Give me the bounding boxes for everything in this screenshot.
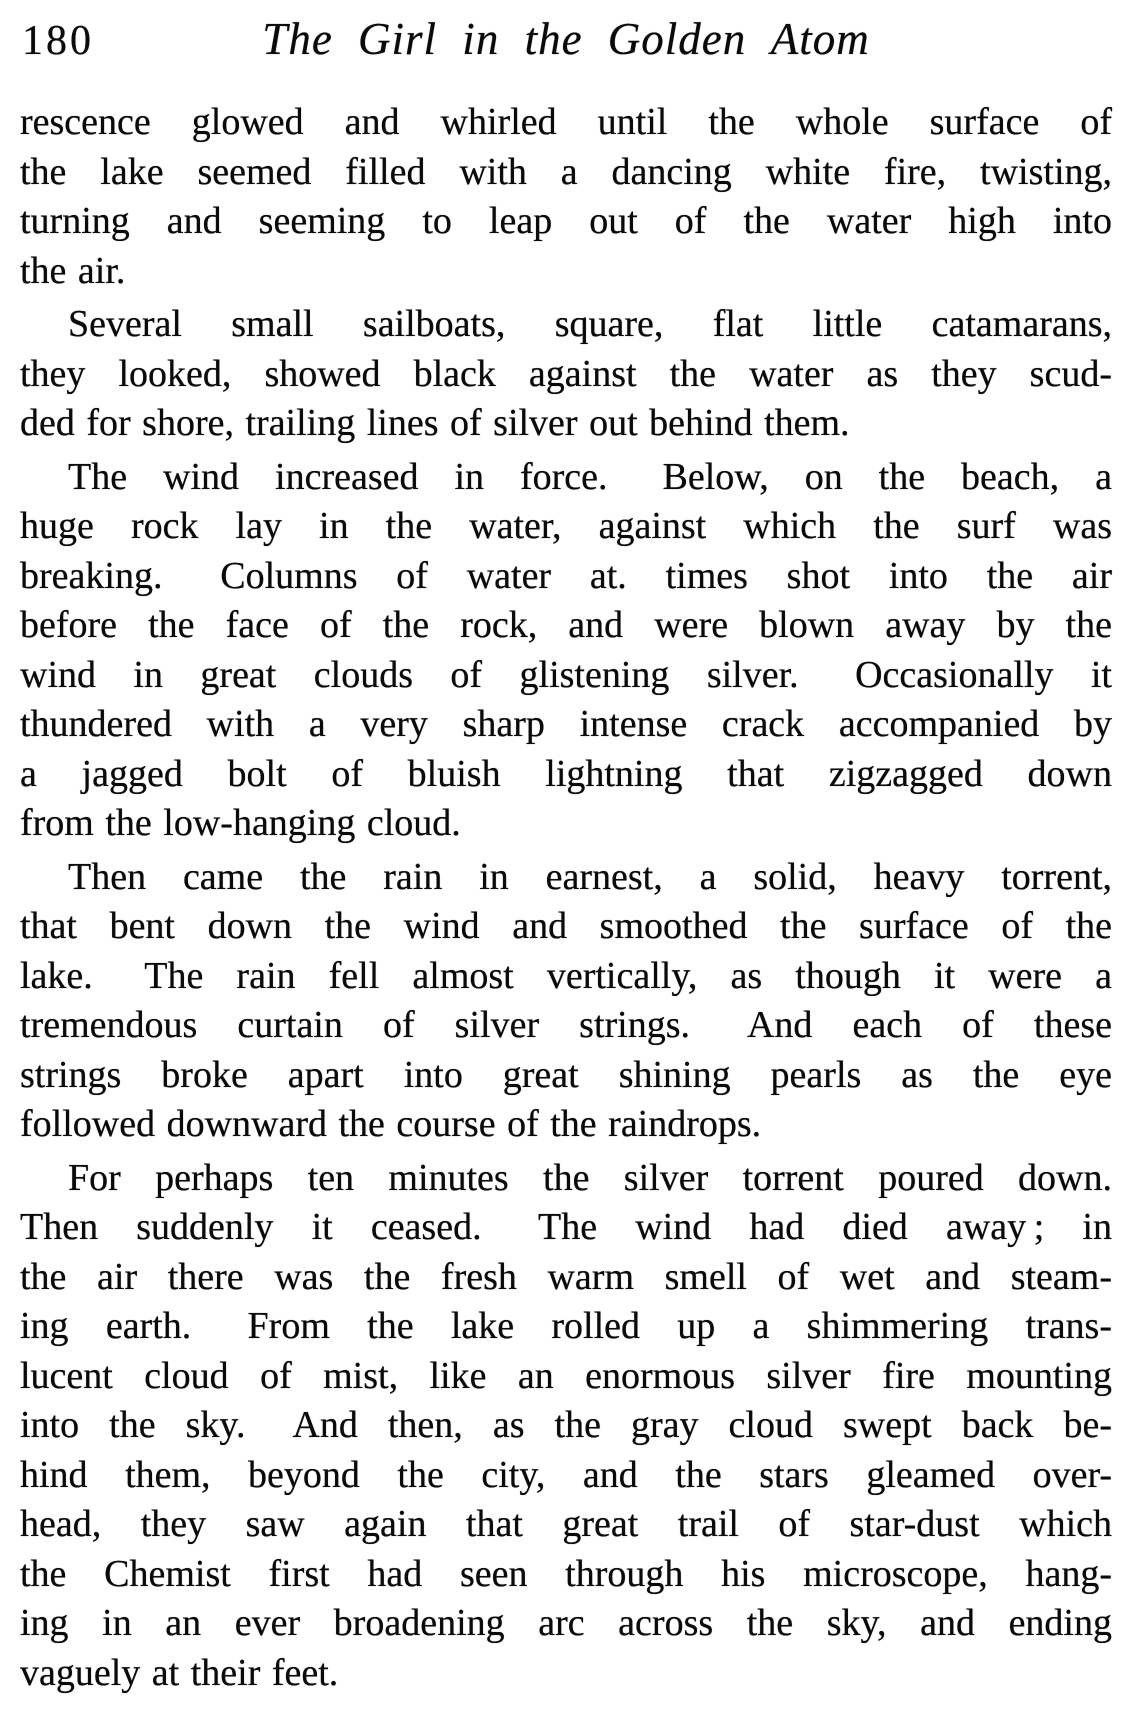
text-line: that bent down the wind and smoothed the surface of the [20,905,1112,947]
text-line: they looked, showed black against the water as they scud- [20,352,1112,395]
text-line: into the sky. And then, as the gray cloud swept back be- [20,1404,1112,1446]
text-line: vaguely at their feet. [20,1651,339,1694]
text-line: the air. [20,249,126,292]
text-line: lake. The rain fell almost vertically, as though it were a [20,954,1112,997]
text-line: a jagged bolt of bluish lightning that zigzagged down [20,752,1112,795]
text-line: from the low-hanging cloud. [20,802,461,844]
running-title: The Girl in the Golden Atom [262,14,870,64]
text-line: hind them, beyond the city, and the stars gleamed over- [20,1453,1112,1496]
text-line: Then came the rain in earnest, a solid, heavy torrent, [68,855,1112,898]
text-line: lucent cloud of mist, like an enormous silver fire mounting [20,1354,1112,1397]
paragraph [20,1154,1112,1699]
text-line: head, they saw again that great trail of star-dust which [20,1503,1112,1545]
paragraph [20,300,1112,449]
text-line: wind in great clouds of glistening silver. Occasionally it [20,653,1112,696]
page-number: 180 [22,18,94,64]
text-line: For perhaps ten minutes the silver torrent poured down. [68,1156,1112,1199]
page-header [20,12,1112,66]
text-line: Several small sailboats, square, flat little catamarans, [68,303,1112,345]
text-line: the air there was the fresh warm smell of wet and steam- [20,1255,1112,1298]
paragraph [20,453,1112,849]
paragraph [20,98,1112,296]
text-line: tremendous curtain of silver strings. And each of these [20,1004,1112,1046]
text-line: before the face of the rock, and were blown away by the [20,604,1112,646]
text-line: huge rock lay in the water, against which the surf was [20,505,1112,547]
text-line: the lake seemed filled with a dancing white fire, twisting, [20,150,1112,193]
text-line: thundered with a very sharp intense crack accompanied by [20,703,1112,745]
text-line: turning and seeming to leap out of the water high into [20,200,1112,242]
text-line: ing in an ever broadening arc across the sky, and ending [20,1602,1112,1644]
text-line: the Chemist first had seen through his microscope, hang- [20,1552,1112,1595]
text-line: Then suddenly it ceased. The wind had died away ; in [20,1206,1112,1248]
text-line: followed downward the course of the raindrops. [20,1103,762,1145]
text-line: strings broke apart into great shining pearls as the eye [20,1053,1112,1096]
text-line: ing earth. From the lake rolled up a shimmering trans- [20,1305,1112,1347]
text-line: rescence glowed and whirled until the whole surface of [20,101,1112,143]
text-line: breaking. Columns of water at. times shot into the air [20,554,1112,597]
text-line: The wind increased in force. Below, on the beach, a [68,455,1112,498]
page-body [20,98,1112,1698]
paragraph [20,853,1112,1150]
text-line: ded for shore, trailing lines of silver out behind them. [20,402,850,444]
